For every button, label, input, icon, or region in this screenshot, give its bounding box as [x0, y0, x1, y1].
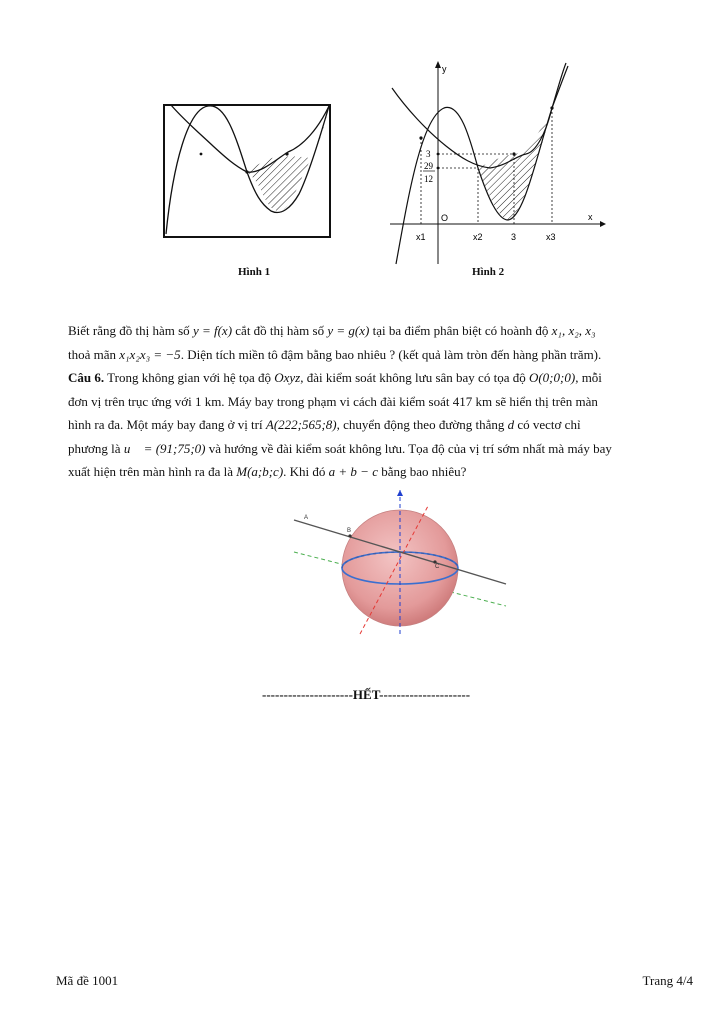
origin-label: O	[441, 213, 449, 223]
sphere-label-c: C	[435, 564, 440, 570]
y-label-29: 29	[424, 161, 433, 171]
x-label-x3: x3	[546, 232, 556, 242]
figure-2-graph	[386, 58, 608, 266]
problem-6-line-2: đơn vị trên trục ứng với 1 km. Máy bay trong phạm vi cách đài kiểm soát 417 km sẽ hiển thị trên màn	[68, 393, 598, 409]
x-label-x2: x2	[473, 232, 483, 242]
y-label-12: 12	[424, 174, 433, 184]
problem-5-line-2: thoả mãn x₁x₂x₃ = −5. Diện tích miền tô đậm bằng bao nhiêu ? (kết quả làm tròn đến hàng phần trăm).	[68, 346, 602, 362]
y-label-3: 3	[426, 149, 431, 159]
problem-6-line-1: Câu 6. Trong không gian với hệ tọa độ Oxyz, đài kiểm soát không lưu sân bay có tọa độ O(0;0;0), mỗi	[68, 370, 602, 385]
problem-6-line-3: hình ra đa. Một máy bay đang ở vị trí A(222;565;8), chuyển động theo đường thẳng d có vectơ chỉ	[68, 417, 581, 432]
figure-2-caption: Hình 2	[472, 266, 505, 278]
problem-6-label: Câu 6.	[68, 370, 105, 385]
footer-exam-code: Mã đề 1001	[56, 973, 119, 988]
figure-1-graph	[163, 104, 331, 238]
y-axis-label: y	[442, 64, 447, 74]
footer-page-number: Trang 4/4	[642, 973, 693, 988]
problem-6-text	[68, 366, 690, 484]
figure-1-caption: Hình 1	[238, 266, 271, 278]
sphere-radar-figure	[290, 488, 510, 638]
x-label-3: 3	[511, 232, 517, 242]
x-axis-label: x	[588, 212, 593, 222]
problem-6-line-5: xuất hiện trên màn hình ra đa là M(a;b;c). Khi đó a + b − c bằng bao nhiêu?	[68, 464, 467, 479]
x-label-x1: x1	[416, 232, 426, 242]
problem-5-text	[68, 319, 690, 366]
problem-6-line-4: phương là u⃗ = (91;75;0) và hướng về đài kiểm soát không lưu. Tọa độ của vị trí sớm nhất mà máy bay	[68, 440, 612, 456]
problem-5-line-1: Biết rằng đồ thị hàm số y = f(x) cắt đồ thị hàm số y = g(x) tại ba điểm phân biệt có hoành độ x₁, x₂, x₃	[68, 323, 596, 338]
sphere-label-a: A	[304, 515, 309, 521]
end-marker: ---------------------HẾT---------------------	[262, 687, 471, 702]
sphere-label-b: B	[347, 528, 352, 534]
